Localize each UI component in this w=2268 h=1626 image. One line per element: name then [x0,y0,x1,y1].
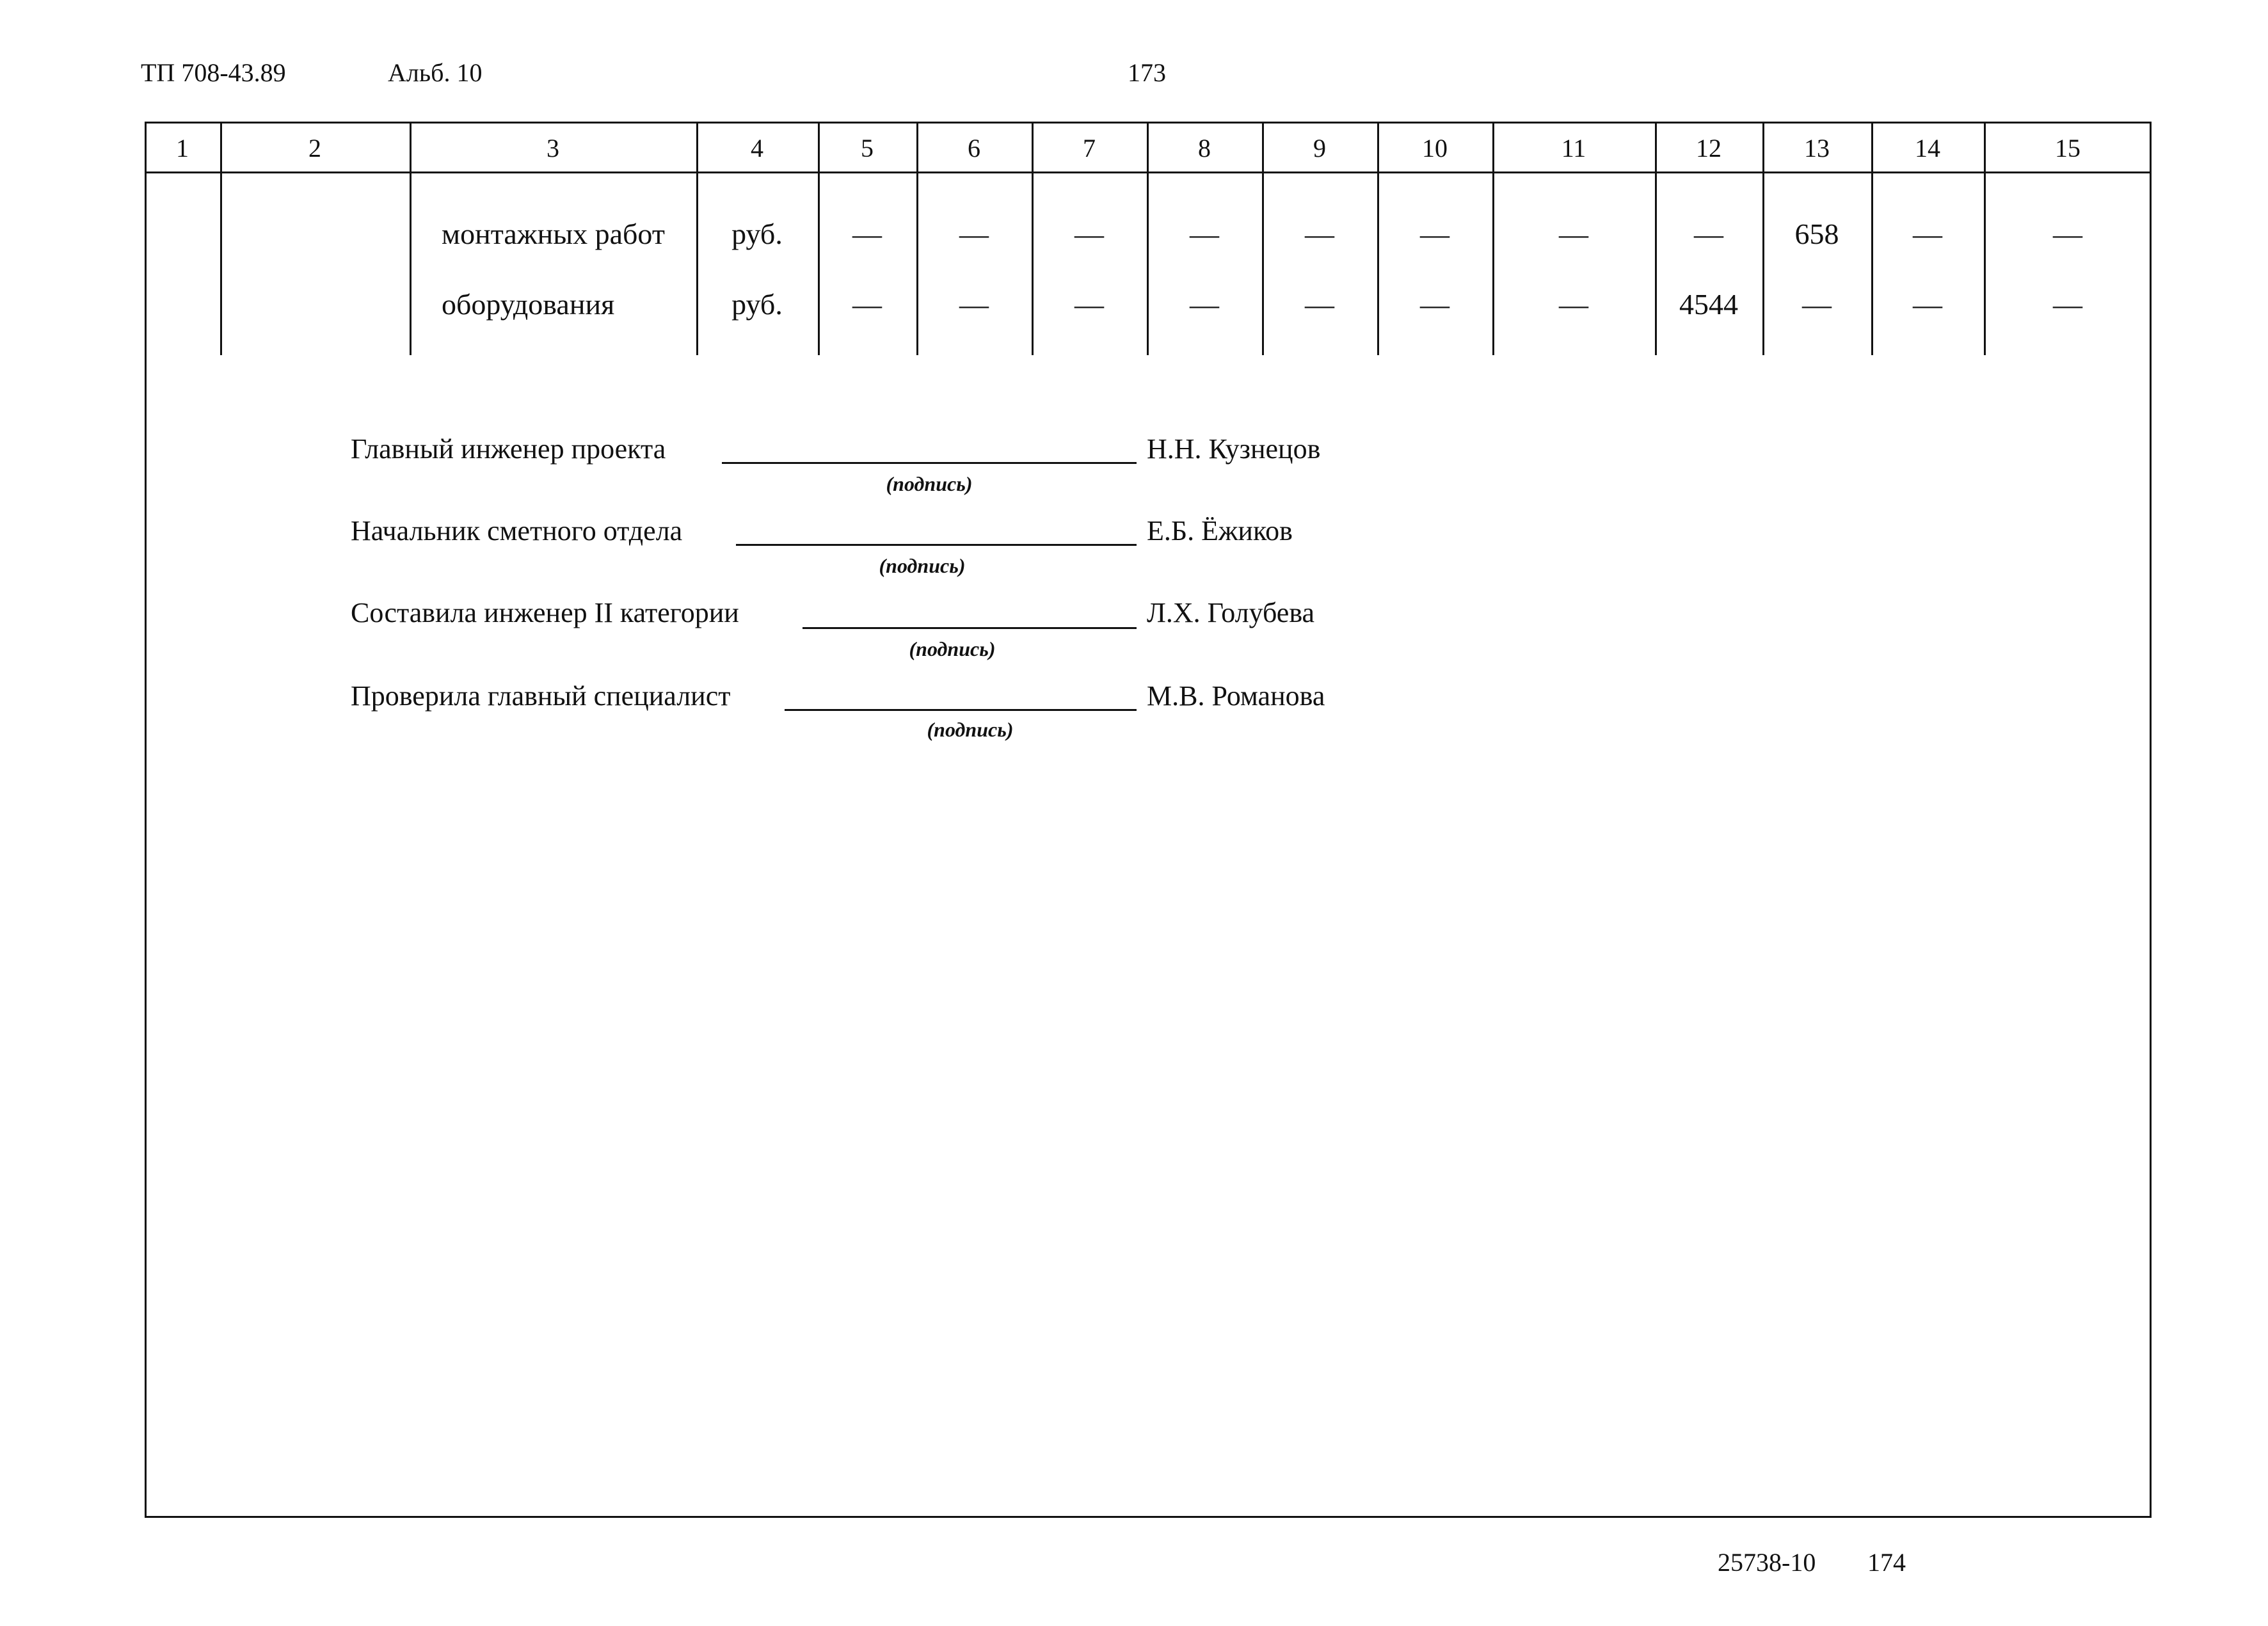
table-cell: 4544 [1679,288,1738,321]
signature-caption: (подпись) [927,718,1014,741]
signature-line [736,544,1137,546]
album-label: Альб. 10 [388,58,483,87]
column-number: 3 [547,134,559,163]
signature-line [803,627,1137,629]
table-cell: — [1559,218,1588,250]
column-number: 9 [1313,134,1326,163]
table-cell: — [1074,288,1104,321]
footer-page-number: 174 [1867,1548,1906,1577]
table-cell: — [1190,288,1219,321]
signature-role: Проверила главный специалист [351,680,731,712]
signature-name: Е.Б. Ёжиков [1147,515,1293,546]
table-cell: — [1305,288,1334,321]
column-number: 8 [1198,134,1211,163]
signature-name: М.В. Романова [1147,680,1325,712]
column-number: 7 [1083,134,1096,163]
column-number: 5 [861,134,874,163]
table-cell: — [959,288,989,321]
table-cell: — [852,218,882,250]
table-cell: — [1559,288,1588,321]
table-cell: — [2053,218,2082,250]
column-number: 4 [751,134,763,163]
table-cell: — [1420,218,1449,250]
table-cell: — [1190,218,1219,250]
signature-role: Начальник сметного отдела [351,515,683,546]
table-cell: — [959,218,989,250]
signature-name: Н.Н. Кузнецов [1147,433,1321,465]
footer-document-number: 25738-10 [1718,1548,1816,1577]
table-cell: 658 [1794,218,1839,250]
table-row-unit: руб. [731,288,783,321]
table-cell: — [1913,288,1942,321]
document-code: ТП 708-43.89 [141,58,286,87]
table-row-unit: руб. [731,218,783,250]
signature-caption: (подпись) [886,472,973,495]
signature-role: Составила инженер II категории [351,597,739,628]
table-cell: — [1420,288,1449,321]
table-cell: — [852,288,882,321]
column-number: 14 [1915,134,1940,163]
signature-line [785,709,1137,711]
table-cell: — [1802,288,1832,321]
page-number: 173 [1128,58,1166,87]
column-number: 6 [968,134,980,163]
table-cell: — [1913,218,1942,250]
table-cell: — [1074,218,1104,250]
column-number: 2 [308,134,321,163]
column-number: 15 [2055,134,2080,163]
signature-line [722,462,1137,464]
column-number: 13 [1804,134,1830,163]
table-cell: — [1305,218,1334,250]
table-cell: — [2053,288,2082,321]
column-number: 10 [1422,134,1448,163]
signature-caption: (подпись) [909,637,996,660]
signature-name: Л.Х. Голубева [1147,597,1315,628]
table-cell: — [1694,218,1723,250]
column-number: 11 [1561,134,1586,163]
table-row-name: оборудования [442,288,615,321]
column-number: 1 [176,134,189,163]
signature-caption: (подпись) [879,554,966,577]
table-row-name: монтажных работ [442,218,665,250]
signature-role: Главный инженер проекта [351,433,666,465]
column-number: 12 [1696,134,1721,163]
